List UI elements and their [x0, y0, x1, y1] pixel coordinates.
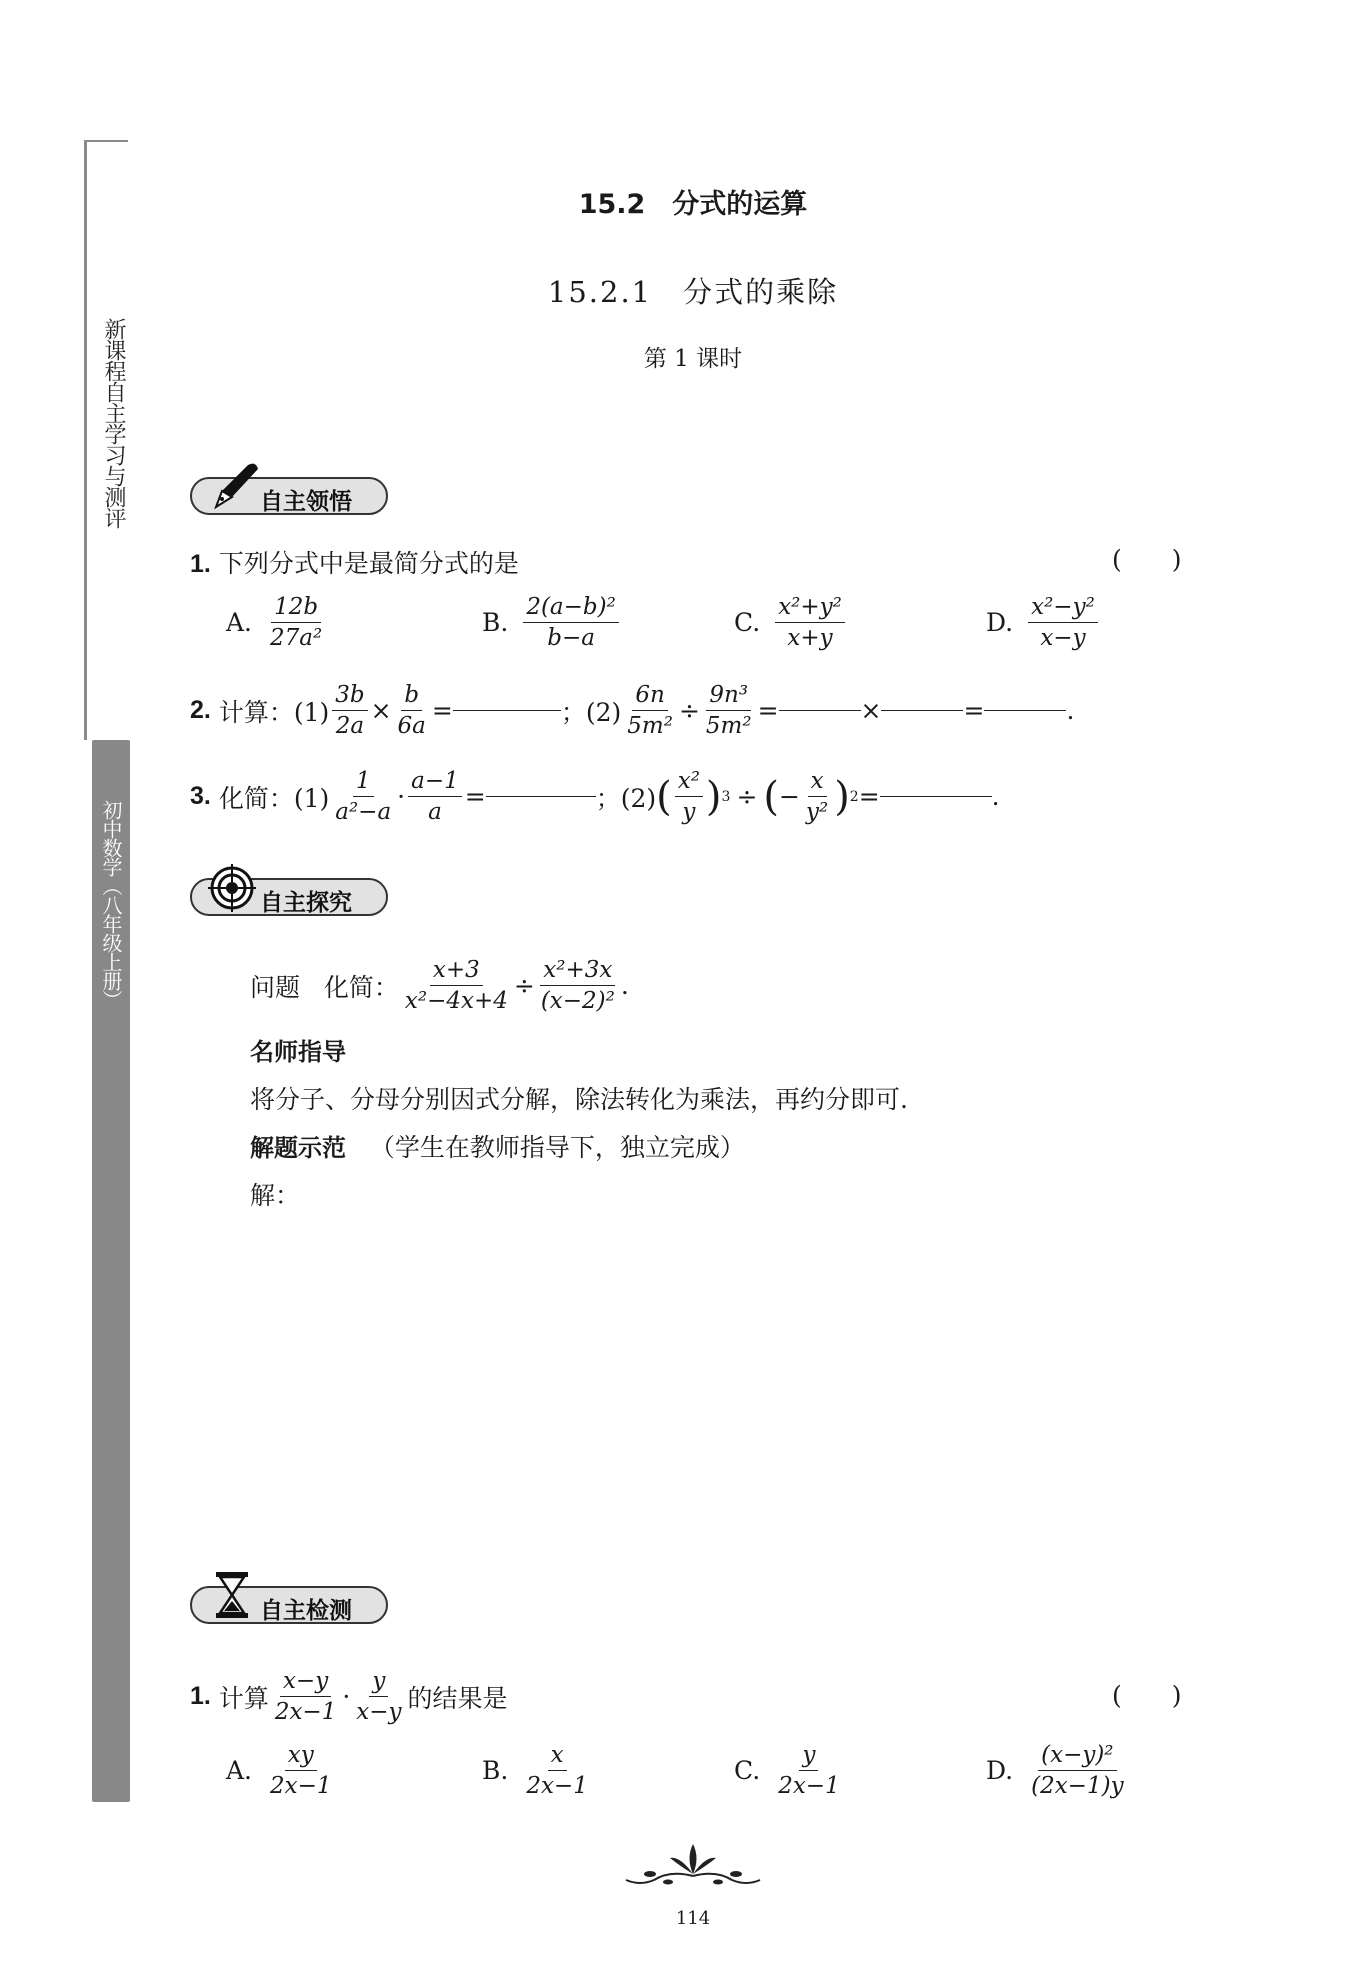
subsection-title: 15.2.1 分式的乘除 [547, 275, 839, 309]
operator: × [370, 696, 392, 725]
fraction [523, 1740, 591, 1801]
badge-self-understanding [190, 477, 388, 515]
denominator: a [428, 799, 442, 825]
denominator: a²−a [335, 799, 392, 825]
right-paren: ) [834, 773, 850, 820]
fraction [624, 680, 676, 741]
numerator: 12b [271, 592, 321, 623]
question-3 [190, 766, 1000, 827]
denominator: (2x−1)y [1031, 1773, 1124, 1799]
numerator: x [548, 1740, 567, 1771]
answer-blank[interactable] [984, 710, 1066, 711]
test-question-1 [190, 1666, 508, 1727]
left-paren: ( [656, 773, 672, 820]
equals: = [858, 782, 880, 811]
lesson-label: 第 1 课时 [643, 346, 743, 372]
numerator: x²+3x [540, 955, 615, 986]
page-number: 114 [675, 1908, 711, 1929]
pen-icon [208, 459, 264, 515]
numerator: a−1 [408, 766, 462, 797]
answer-blank[interactable] [779, 710, 861, 711]
question-tail: 的结果是 [407, 1683, 508, 1713]
side-divider-tick [84, 140, 128, 142]
problem-lead: 化简： [323, 972, 399, 1002]
question-lead: 化简：(1) [218, 783, 330, 813]
fraction [332, 766, 394, 827]
question-lead: 计算：(1) [218, 697, 330, 727]
numerator: y [369, 1666, 388, 1697]
demo-note: （学生在教师指导下，独立完成） [369, 1133, 745, 1162]
equals: = [431, 696, 453, 725]
fraction [267, 592, 325, 653]
option-label: B. [482, 1756, 509, 1785]
fraction [402, 955, 511, 1016]
denominator: x+y [787, 625, 833, 651]
denominator: x−y [356, 1699, 402, 1725]
numerator: x+3 [430, 955, 483, 986]
fraction [523, 592, 619, 653]
option-label: C. [734, 1756, 761, 1785]
fraction [408, 766, 462, 827]
right-paren: ) [705, 773, 722, 820]
demo-title: 解题示范 [250, 1134, 346, 1162]
divide: ÷ [513, 971, 535, 1000]
denominator: 2x−1 [778, 1773, 840, 1799]
denominator: 6a [397, 713, 426, 739]
denominator: y [682, 799, 696, 825]
option-label: C. [734, 608, 761, 637]
denominator: x−y [1040, 625, 1086, 651]
option-d [986, 592, 1101, 653]
numerator: x²−y² [1028, 592, 1098, 623]
answer-parentheses: ( ) [1112, 1681, 1182, 1710]
numerator: x [808, 766, 827, 797]
numerator: xy [285, 1740, 317, 1771]
section-title: 15.2 分式的运算 [578, 189, 808, 220]
numerator: 2(a−b)² [523, 592, 619, 623]
numerator: y [799, 1740, 818, 1771]
denominator: 2x−1 [526, 1773, 588, 1799]
dot-operator: · [342, 1682, 351, 1711]
option-d [986, 1740, 1130, 1801]
fraction [803, 766, 831, 827]
denominator: 2a [335, 713, 365, 739]
option-b [482, 1740, 594, 1801]
question-number: 2. [190, 696, 211, 724]
answer-blank[interactable] [880, 796, 992, 797]
badge-label: 自主领悟 [260, 489, 352, 515]
side-divider [84, 140, 87, 740]
badge-self-test [190, 1586, 388, 1624]
denominator: b−a [547, 625, 595, 651]
numerator: 3b [332, 680, 367, 711]
period: . [620, 971, 629, 1000]
option-c [734, 1740, 846, 1801]
question-number: 3. [190, 782, 211, 810]
problem-label: 问题 [250, 972, 301, 1002]
fraction [775, 1740, 843, 1801]
answer-parentheses: ( ) [1112, 545, 1182, 574]
divide: ÷ [736, 782, 758, 811]
separator: ；(2) [595, 783, 657, 813]
numerator: (x−y)² [1038, 1740, 1116, 1771]
fraction [353, 1666, 404, 1727]
numerator: 1 [353, 766, 374, 797]
guide-text: 将分子、分母分别因式分解，除法转化为乘法，再约分即可. [250, 1085, 908, 1114]
target-icon [206, 862, 258, 914]
fraction [332, 680, 367, 741]
equals: = [757, 696, 779, 725]
fraction [703, 680, 755, 741]
dot-operator: · [397, 782, 406, 811]
option-a [226, 592, 328, 653]
fraction [1028, 1740, 1126, 1801]
hourglass-icon [212, 1570, 252, 1620]
question-2 [190, 680, 1074, 741]
operator: ÷ [678, 696, 700, 725]
answer-label: 解： [250, 1181, 301, 1210]
fraction [1028, 592, 1098, 653]
fraction [267, 1740, 335, 1801]
option-label: A. [226, 608, 253, 637]
denominator: 2x−1 [270, 1773, 332, 1799]
numerator: 6n [632, 680, 667, 711]
numerator: x²+y² [775, 592, 845, 623]
denominator: 5m² [627, 713, 673, 739]
demo-line [250, 1128, 745, 1164]
option-label: A. [226, 1756, 253, 1785]
grade-label-vertical: 初中数学（八年级上册） [99, 800, 123, 1009]
option-label: D. [986, 1756, 1014, 1785]
fraction [538, 955, 618, 1016]
question-1 [190, 544, 519, 580]
option-label: D. [986, 608, 1014, 637]
option-c [734, 592, 848, 653]
answer-blank[interactable] [453, 710, 561, 711]
left-paren: ( [763, 773, 780, 820]
denominator: (x−2)² [540, 988, 615, 1014]
answer-blank[interactable] [881, 710, 963, 711]
question-stem: 下列分式中是最简分式的是 [218, 549, 519, 578]
answer-blank[interactable] [486, 796, 596, 797]
question-lead: 计算 [218, 1683, 269, 1713]
exponent: 2 [849, 788, 859, 805]
badge-self-exploration [190, 878, 388, 916]
badge-label: 自主检测 [260, 1598, 352, 1624]
denominator: x²−4x+4 [404, 988, 508, 1014]
option-a [226, 1740, 338, 1801]
minus-sign: − [779, 782, 800, 811]
option-label: B. [482, 608, 509, 637]
floral-ornament [620, 1836, 766, 1892]
question-number: 1. [190, 1682, 211, 1710]
denominator: 27a² [270, 625, 323, 651]
denominator: 2x−1 [274, 1699, 337, 1725]
operator: × [860, 696, 882, 725]
exponent: 3 [721, 788, 731, 805]
fraction [675, 766, 703, 827]
fraction [395, 680, 429, 741]
guide-title: 名师指导 [250, 1038, 346, 1066]
separator: ；(2) [560, 697, 622, 727]
period: . [1066, 696, 1075, 725]
book-title-vertical: 新课程自主学习与测评 [101, 318, 126, 528]
numerator: 9n³ [706, 680, 751, 711]
question-number: 1. [190, 550, 211, 578]
denominator: y² [805, 799, 829, 825]
option-b [482, 592, 622, 653]
equals: = [963, 696, 985, 725]
problem-statement [250, 955, 629, 1016]
numerator: x² [675, 766, 703, 797]
badge-label: 自主探究 [260, 890, 352, 916]
denominator: 5m² [705, 713, 752, 739]
numerator: b [401, 680, 422, 711]
fraction [775, 592, 845, 653]
numerator: x−y [280, 1666, 331, 1697]
fraction [272, 1666, 340, 1727]
period: . [991, 782, 1000, 811]
equals: = [464, 782, 486, 811]
